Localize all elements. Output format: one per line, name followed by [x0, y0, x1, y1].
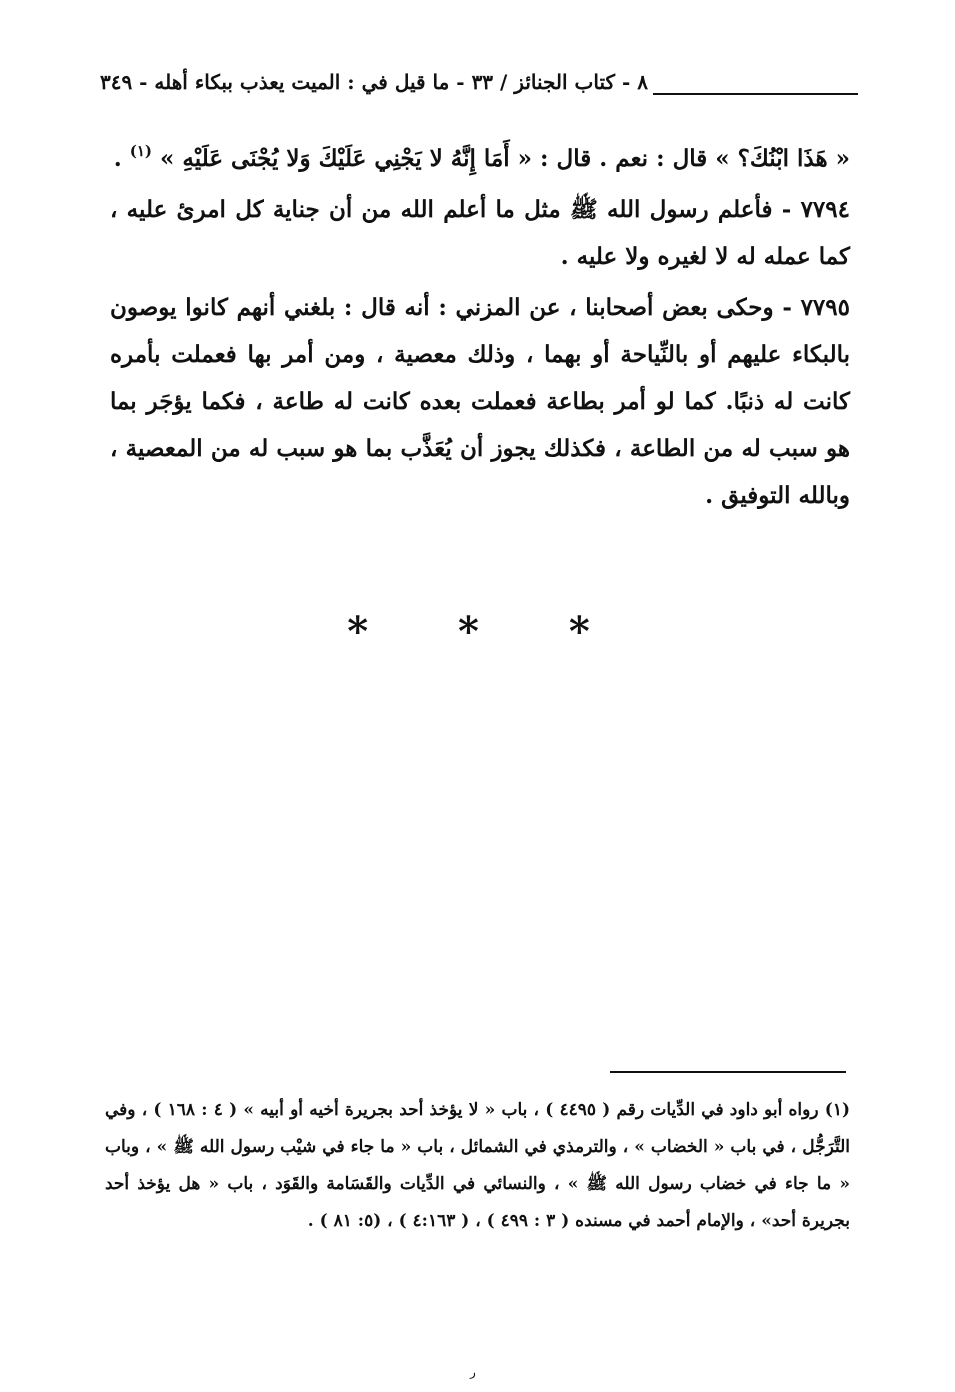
footnote	[105, 1092, 850, 1240]
page-mark: ر	[470, 1365, 476, 1379]
header-rule	[653, 93, 858, 95]
paragraph-7795	[110, 284, 850, 519]
paragraph-hadith	[110, 128, 850, 182]
paragraph-number: ٧٧٩٥	[800, 294, 850, 321]
footnote-text: (١) رواه أبو داود في الدِّيات رقم ( ٤٤٩٥ ) ، باب « لا يؤخذ أحد بجريرة أخيه أو أبيه » ( ٤ : ١٦٨ ) ، وفي التَّرَجُّل ، في باب « الخضاب » ، والترمذي في الشمائل ، باب « ما جاء في شيْب رسول الله ﷺ » ، وباب « ما جاء في خضاب رسول الله ﷺ » ، والنسائي في الدِّيات والقَسَامة والقَوَد ، باب « هل يؤخذ أحد بجريرة أحد» ، والإمام أحمد في مسنده ( ٣ : ٤٩٩ ) ، ( ٤:١٦٣ ) ، (٥: ٨١ ) .	[105, 1100, 850, 1231]
footnote-reference[interactable]: (١)	[129, 142, 153, 160]
running-header	[99, 70, 858, 110]
running-title: ٨ - كتاب الجنائز / ٣٣ - ما قيل في : الميت يعذب ببكاء أهله - ٣٤٩	[99, 70, 648, 94]
paragraph-end: .	[113, 145, 130, 172]
paragraph-text: - فأعلم رسول الله ﷺ مثل ما أعلم الله من أن جناية كل امرئ عليه ، كما عمله له لا لغيره ولا عليه .	[110, 196, 850, 270]
paragraph-text: - وحكى بعض أصحابنا ، عن المزني : أنه قال : بلغني أنهم كانوا يوصون بالبكاء عليهم أو بالنِّياحة أو بهما ، وذلك معصية ، ومن أمر بها فعملت بأمره كانت له ذنبًا. كما لو أمر بطاعة فعملت بعده كانت له طاعة ، فكما يؤجَر بما هو سبب له من الطاعة ، فكذلك يجوز أن يُعَذَّب بما هو سبب له من المعصية ، وبالله التوفيق .	[110, 294, 850, 509]
section-separator: * * *	[347, 608, 628, 655]
paragraph-number: ٧٧٩٤	[800, 196, 850, 223]
main-text	[110, 128, 850, 523]
paragraph-text: « هَذَا ابْنُكَ؟ » قال : نعم . قال : « أَمَا إِنَّهُ لا يَجْنِي عَلَيْكَ وَلا يُجْنَى عَلَيْهِ »	[160, 145, 850, 172]
footnote-rule	[610, 1071, 846, 1073]
paragraph-7794	[110, 186, 850, 280]
